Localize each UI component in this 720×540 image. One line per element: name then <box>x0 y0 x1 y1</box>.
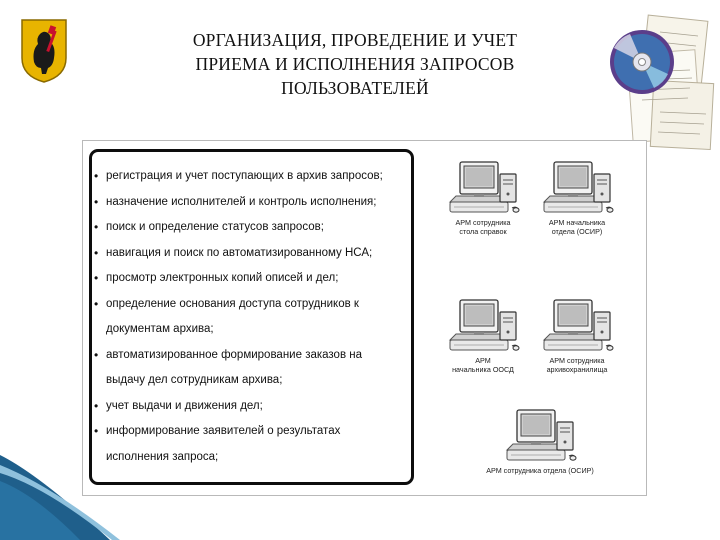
workstation-label: АРМ сотрудника архивохранилища <box>546 356 608 374</box>
cd-documents-decoration-icon <box>600 12 715 152</box>
list-item: • назначение исполнителей и контроль исполнения; <box>92 190 411 216</box>
list-item: • просмотр электронных копий описей и дел; <box>92 266 411 292</box>
page-title <box>120 28 590 100</box>
workstation-label: АРМ начальника ООСД <box>452 356 514 374</box>
decorative-stripes <box>0 455 720 540</box>
list-item: • поиск и определение статусов запросов; <box>92 215 411 241</box>
list-item: • информирование заявителей о результатах <box>92 419 411 445</box>
title-line-1: ОРГАНИЗАЦИЯ, ПРОВЕДЕНИЕ И УЧЕТ <box>192 30 518 50</box>
computer-icon <box>446 158 520 216</box>
computer-icon <box>446 296 520 354</box>
functions-list <box>92 164 411 470</box>
computer-icon <box>540 158 614 216</box>
list-item: • навигация и поиск по автоматизированному НСА; <box>92 241 411 267</box>
list-item-continuation: выдачу дел сотрудникам архива; <box>106 374 283 386</box>
list-item-continuation: исполнения запроса; <box>106 450 219 463</box>
workstation-desk-clerk <box>438 158 528 236</box>
list-item: • учет выдачи и движения дел; <box>92 394 411 420</box>
title-line-2: ПРИЕМА И ИСПОЛНЕНИЯ ЗАПРОСОВ <box>195 54 515 74</box>
list-item: • автоматизированное формирование заказов на <box>92 343 411 369</box>
list-item: • определение основания доступа сотрудников к <box>92 292 411 318</box>
list-item-continuation: документам архива; <box>106 323 214 335</box>
functions-list-box <box>89 149 414 485</box>
workstation-label: АРМ сотрудника стола справок <box>455 218 511 236</box>
workstation-storage <box>532 296 622 374</box>
workstation-oosd-head <box>438 296 528 374</box>
workstation-label: АРМ сотрудника отдела (ОСИР) <box>486 466 594 475</box>
workstation-osir-head <box>532 158 622 236</box>
list-item: • регистрация и учет поступающих в архив запросов; <box>92 164 411 190</box>
yaroslavl-coat-of-arms-icon <box>20 18 68 84</box>
computer-icon <box>540 296 614 354</box>
workstation-label: АРМ начальника отдела (ОСИР) <box>548 218 606 236</box>
title-line-3: ПОЛЬЗОВАТЕЛЕЙ <box>281 78 429 98</box>
